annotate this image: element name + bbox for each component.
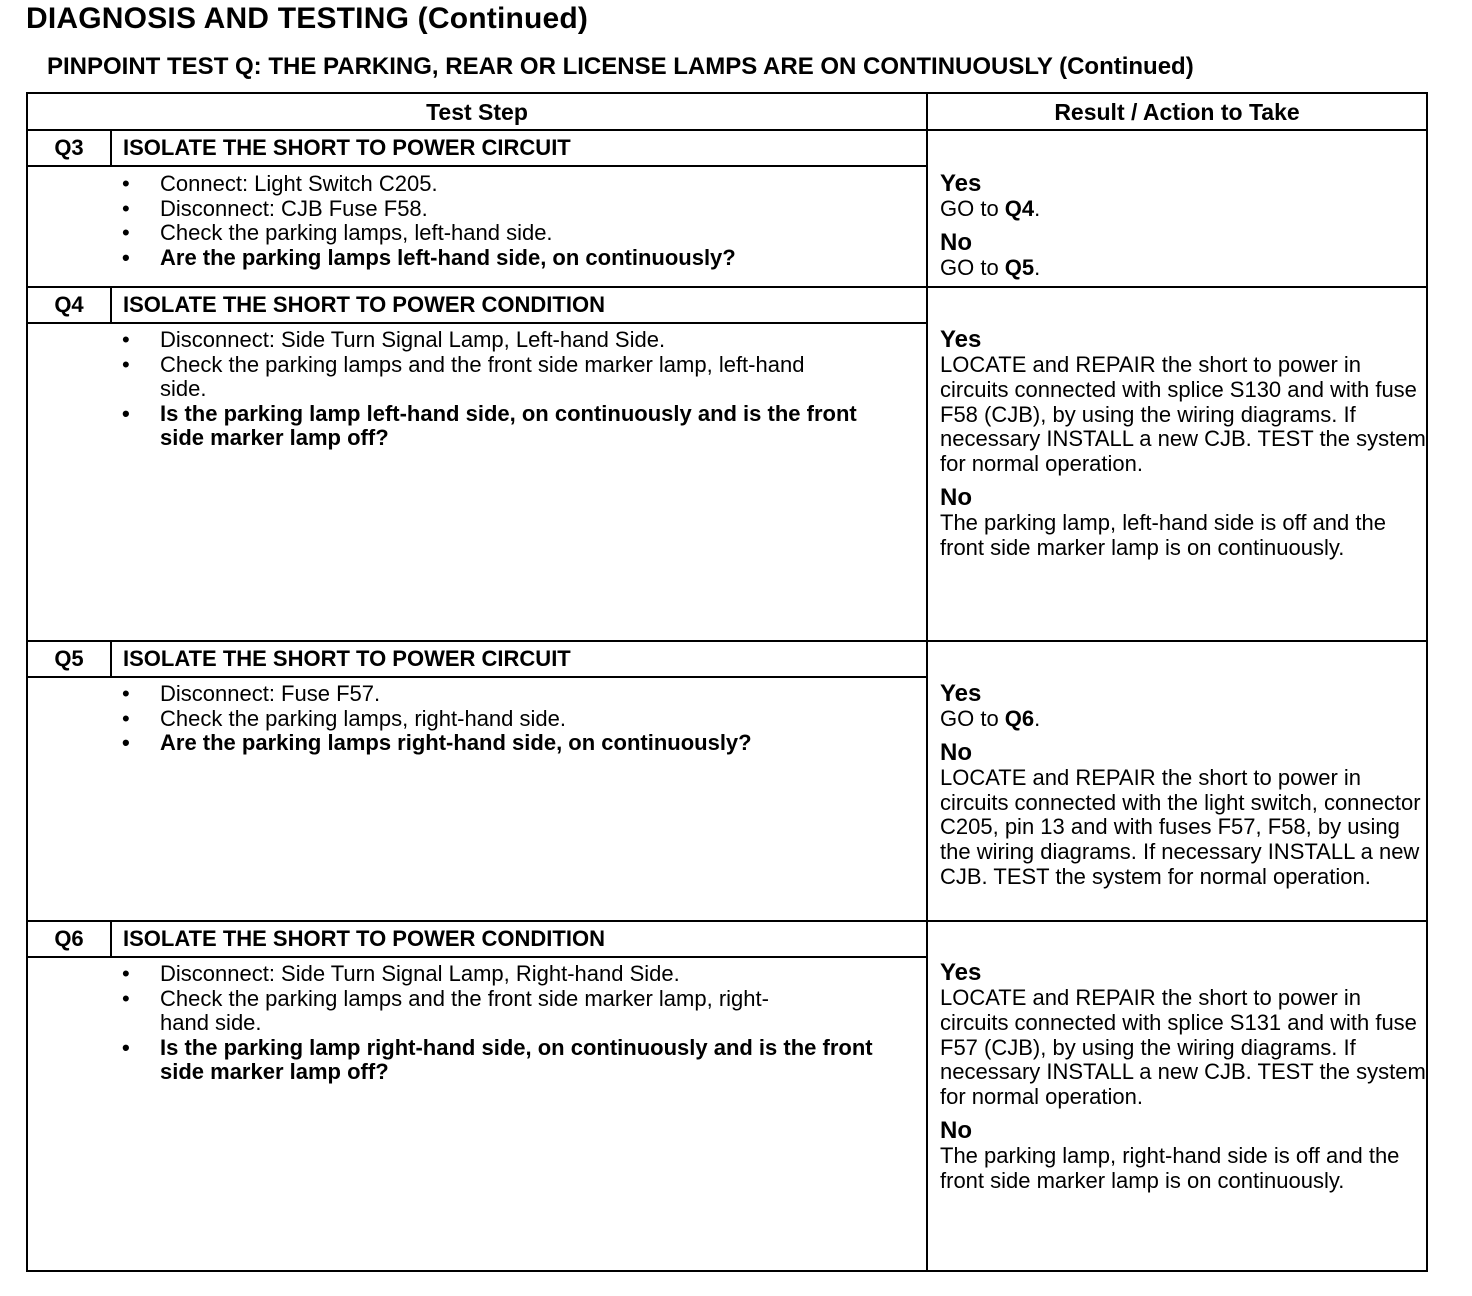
instruction-question: • Is the parking lamp right-hand side, on continuously and is the front side marker lamp off? (118, 1036, 900, 1085)
step-title-rule (28, 676, 926, 678)
step-number-divider (110, 642, 112, 676)
no-label: No (940, 1116, 972, 1144)
no-label: No (940, 483, 972, 511)
pinpoint-test-title: PINPOINT TEST Q: THE PARKING, REAR OR LICENSE LAMPS ARE ON CONTINUOUSLY (Continued) (47, 53, 1194, 80)
step-number: Q5 (54, 646, 84, 671)
pinpoint-test-table (26, 92, 1428, 1272)
step-result (940, 960, 1426, 1194)
step-number-divider (110, 131, 112, 165)
step-number-divider (110, 922, 112, 956)
step-link: Q6 (1004, 706, 1035, 731)
instruction-item: • Check the parking lamps, right-hand side. (118, 707, 918, 732)
step-separator (28, 286, 1426, 288)
no-action: The parking lamp, right-hand side is off and the front side marker lamp is on continuously. (940, 1142, 1400, 1193)
step-number-divider (110, 288, 112, 322)
instruction-question: • Are the parking lamps right-hand side, on continuously? (118, 731, 918, 756)
instruction-question: • Are the parking lamps left-hand side, on continuously? (118, 246, 918, 271)
yes-action: LOCATE and REPAIR the short to power in circuits connected with splice S131 and with fuse F57 (CJB), by using the wiring diagrams. If necessary INSTALL a new CJB. TEST the system for normal operation. (940, 985, 1426, 1110)
column-divider (926, 94, 928, 1270)
step-instructions (118, 682, 918, 756)
header-test-step: Test Step (426, 99, 528, 125)
instruction-item: • Disconnect: Side Turn Signal Lamp, Left-hand Side. (118, 328, 918, 353)
step-instructions (118, 962, 918, 1085)
instruction-item: • Disconnect: Fuse F57. (118, 682, 918, 707)
step-instructions (118, 172, 918, 270)
step-title-rule (28, 322, 926, 324)
instruction-question: • Is the parking lamp left-hand side, on continuously and is the front side marker lamp off? (118, 402, 880, 451)
step-number: Q4 (54, 292, 84, 317)
yes-action: GO to Q4. (940, 196, 1041, 221)
yes-action: LOCATE and REPAIR the short to power in circuits connected with splice S130 and with fuse F58 (CJB), by using the wiring diagrams. If necessary INSTALL a new CJB. TEST the system for normal operation. (940, 352, 1426, 477)
yes-label: Yes (940, 959, 982, 986)
step-title: ISOLATE THE SHORT TO POWER CONDITION (123, 926, 605, 951)
no-action: The parking lamp, left-hand side is off and the front side marker lamp is on continuously. (940, 509, 1386, 560)
step-title: ISOLATE THE SHORT TO POWER CONDITION (123, 292, 605, 317)
step-result (940, 681, 1426, 890)
yes-label: Yes (940, 326, 982, 353)
step-title: ISOLATE THE SHORT TO POWER CIRCUIT (123, 646, 571, 671)
instruction-item: • Check the parking lamps, left-hand side. (118, 221, 918, 246)
step-title-rule (28, 165, 926, 167)
step-separator (28, 920, 1426, 922)
no-action: LOCATE and REPAIR the short to power in circuits connected with the light switch, connector C205, pin 13 and with fuses F57, F58, by using the wiring diagrams. If necessary INSTALL a new CJB. TEST the system for normal operation. (940, 764, 1421, 889)
header-rule (28, 129, 1426, 131)
instruction-item: • Disconnect: CJB Fuse F58. (118, 197, 918, 222)
no-action: GO to Q5. (940, 254, 1041, 280)
instruction-item: • Disconnect: Side Turn Signal Lamp, Right-hand Side. (118, 962, 918, 987)
yes-label: Yes (940, 680, 982, 707)
step-title-rule (28, 956, 926, 958)
step-number: Q6 (54, 926, 84, 951)
step-separator (28, 640, 1426, 642)
step-instructions (118, 328, 918, 451)
yes-action: GO to Q6. (940, 706, 1041, 731)
page-title: DIAGNOSIS AND TESTING (Continued) (26, 2, 589, 35)
step-result (940, 327, 1426, 561)
step-title: ISOLATE THE SHORT TO POWER CIRCUIT (123, 135, 571, 160)
instruction-item: • Check the parking lamps and the front side marker lamp, right-hand side. (118, 987, 810, 1036)
instruction-item: • Check the parking lamps and the front side marker lamp, left-hand side. (118, 353, 810, 402)
header-result: Result / Action to Take (1054, 99, 1300, 125)
step-link: Q4 (1004, 196, 1035, 221)
instruction-item: • Connect: Light Switch C205. (118, 172, 918, 197)
no-label: No (940, 228, 972, 256)
yes-label: Yes (940, 170, 982, 197)
step-number: Q3 (54, 135, 84, 160)
step-result (940, 171, 1426, 281)
step-link: Q5 (1004, 254, 1035, 280)
no-label: No (940, 738, 972, 766)
